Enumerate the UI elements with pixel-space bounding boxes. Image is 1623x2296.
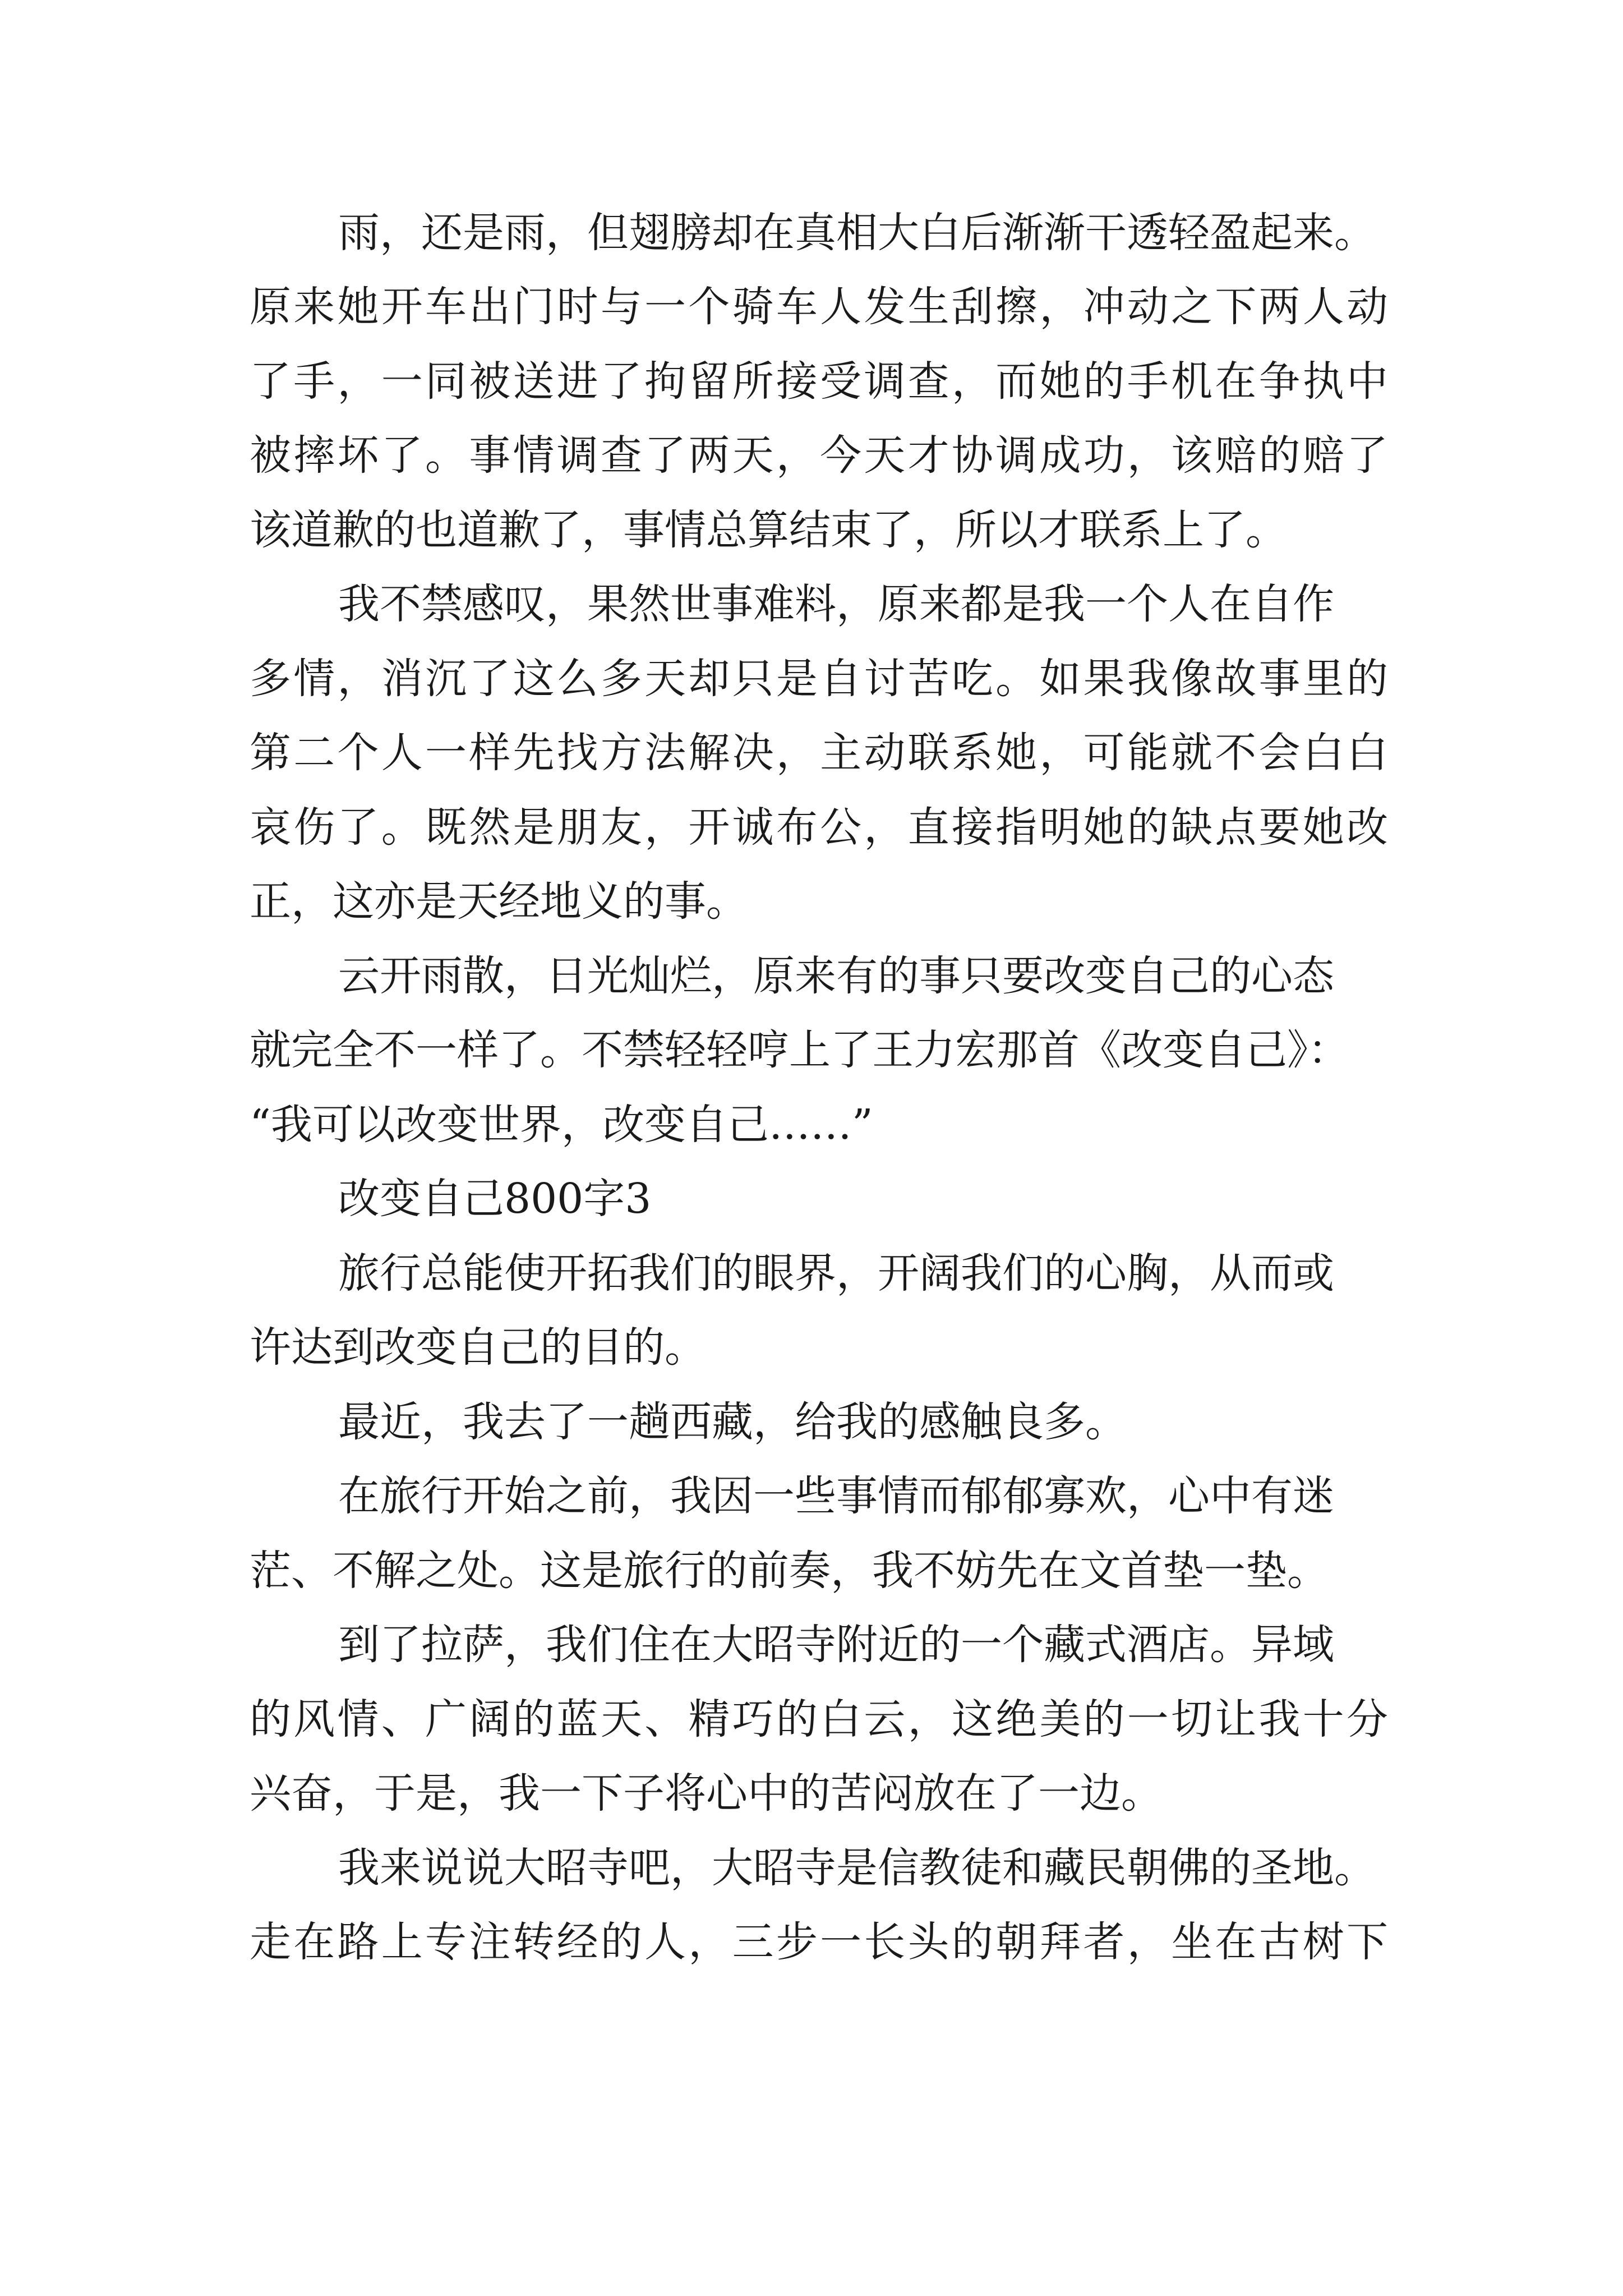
text-line: 雨，还是雨，但翅膀却在真相大白后渐渐干透轻盈起来。 bbox=[338, 209, 1376, 257]
text-line: 被摔坏了。事情调查了两天，今天才协调成功，该赔的赔了 bbox=[250, 431, 1388, 480]
text-line: 旅行总能使开拓我们的眼界，开阔我们的心胸，从而或 bbox=[338, 1249, 1334, 1297]
text-line: 最近，我去了一趟西藏，给我的感触良多。 bbox=[338, 1398, 1127, 1446]
text-line: 就完全不一样了。不禁轻轻哼上了王力宏那首《改变自己》： bbox=[250, 1026, 1349, 1074]
text-line: 我不禁感叹，果然世事难料，原来都是我一个人在自作 bbox=[338, 580, 1334, 628]
text-line: 到了拉萨，我们住在大昭寺附近的一个藏式酒店。异域 bbox=[338, 1621, 1334, 1669]
text-line: 走在路上专注转经的人，三步一长头的朝拜者，坐在古树下 bbox=[250, 1918, 1388, 1966]
text-line: 我来说说大昭寺吧，大昭寺是信教徒和藏民朝佛的圣地。 bbox=[338, 1844, 1376, 1892]
text-line: “我可以改变世界，改变自己……” bbox=[250, 1101, 873, 1149]
section-heading: 改变自己800字3 bbox=[338, 1175, 652, 1223]
text-line: 哀伤了。既然是朋友，开诚布公，直接指明她的缺点要她改 bbox=[250, 803, 1388, 852]
text-line: 正，这亦是天经地义的事。 bbox=[250, 877, 748, 926]
text-line: 云开雨散，日光灿烂，原来有的事只要改变自己的心态 bbox=[338, 952, 1334, 1000]
text-line: 多情，消沉了这么多天却只是自讨苦吃。如果我像故事里的 bbox=[250, 655, 1388, 703]
text-line: 原来她开车出门时与一个骑车人发生刮擦，冲动之下两人动 bbox=[250, 283, 1388, 331]
text-line: 该道歉的也道歉了，事情总算结束了，所以才联系上了。 bbox=[250, 506, 1287, 554]
text-line: 茫、不解之处。这是旅行的前奏，我不妨先在文首垫一垫。 bbox=[250, 1547, 1329, 1595]
text-line: 许达到改变自己的目的。 bbox=[250, 1323, 706, 1372]
text-line: 在旅行开始之前，我因一些事情而郁郁寡欢，心中有迷 bbox=[338, 1472, 1334, 1520]
text-line: 第二个人一样先找方法解决，主动联系她，可能就不会白白 bbox=[250, 729, 1388, 777]
text-line: 的风情、广阔的蓝天、精巧的白云，这绝美的一切让我十分 bbox=[250, 1695, 1388, 1743]
text-line: 了手，一同被送进了拘留所接受调查，而她的手机在争执中 bbox=[250, 357, 1388, 406]
text-line: 兴奋，于是，我一下子将心中的苦闷放在了一边。 bbox=[250, 1769, 1163, 1818]
